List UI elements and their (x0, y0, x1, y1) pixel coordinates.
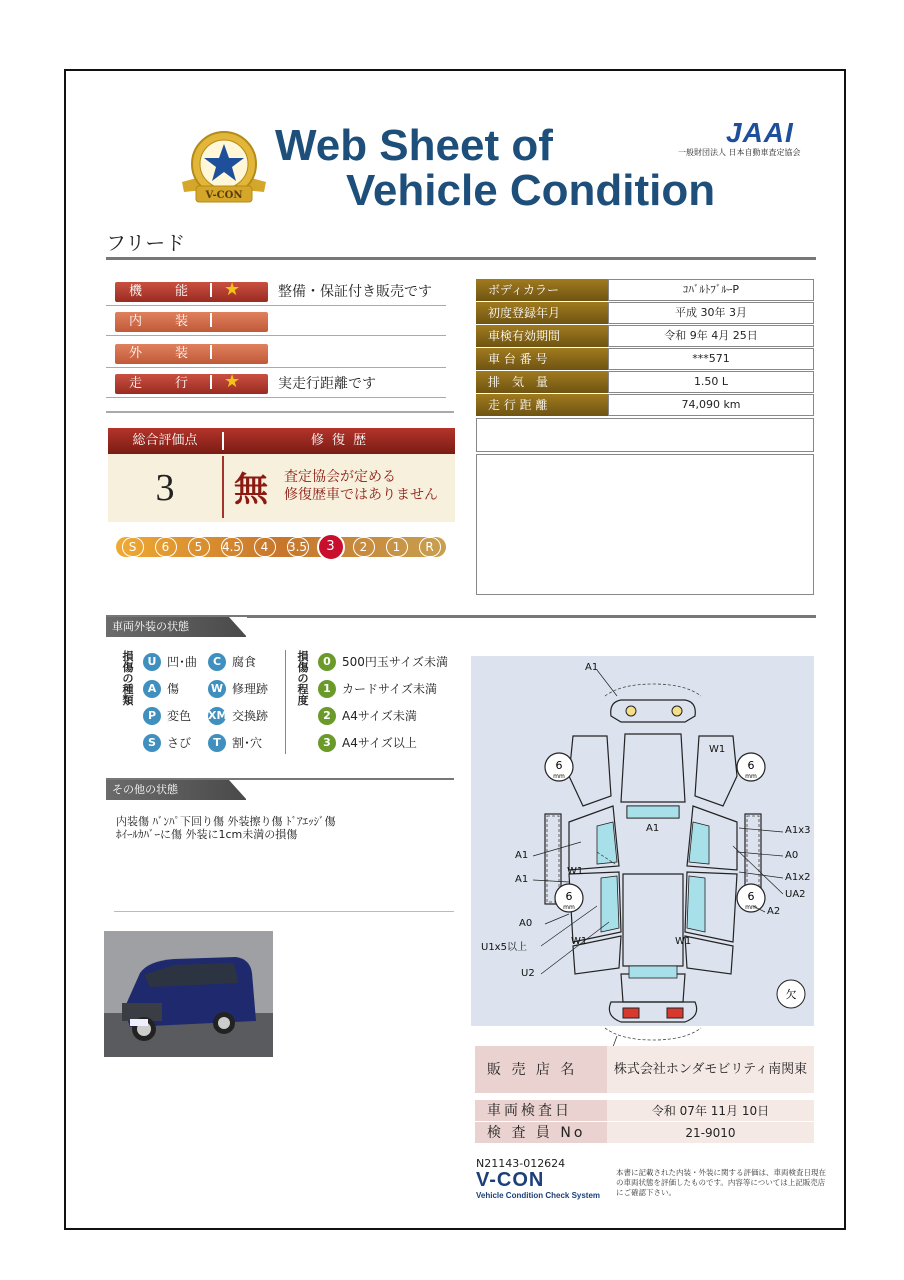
damage-label: A0 (785, 850, 799, 861)
tire-depth: 6 (747, 890, 755, 903)
score-divider (222, 456, 224, 518)
damage-label: A1 (646, 823, 660, 834)
function-bottom-line (106, 411, 454, 413)
legend-item: W 修理跡 (208, 680, 268, 698)
damage-label: A2 (767, 906, 781, 917)
grade-item: S (128, 540, 137, 554)
function-divider (210, 283, 212, 297)
spec-value: 令和 9年 4月 25日 (608, 325, 814, 347)
legend-item: S さび (143, 734, 191, 752)
tire-unit: mm (745, 904, 757, 911)
spec-value: ｺﾊﾞﾙﾄﾌﾞﾙｰP (608, 279, 814, 301)
function-divider (210, 313, 212, 327)
grade-current-marker: 3 (317, 533, 345, 561)
spec-value: 1.50 L (608, 371, 814, 393)
repair-description (284, 468, 438, 504)
damage-label: A1 (515, 850, 529, 861)
row-divider (106, 335, 446, 336)
repair-line-2: 修復歴車ではありません (284, 487, 438, 503)
damage-label: W1 (571, 936, 588, 947)
exterior-section-title: 車両外装の状態 (106, 617, 246, 637)
sheet-code: N21143-012624 (476, 1157, 566, 1170)
tire-depth: 6 (565, 890, 573, 903)
repair-status: 無 (234, 470, 268, 510)
legend-item: 3 A4サイズ以上 (318, 734, 417, 752)
damage-label: A0 (519, 918, 533, 929)
spec-row (476, 371, 814, 393)
grade-scale (116, 537, 446, 557)
function-text: 実走行距離です (278, 376, 376, 392)
title-notch (229, 780, 247, 800)
legend-item: 0 500円玉サイズ未満 (318, 653, 448, 671)
title-notch (229, 617, 247, 637)
inspection-date-label: 車両検査日 (475, 1100, 607, 1122)
score-body (108, 454, 455, 522)
grade-item: 4 (260, 540, 269, 554)
row-divider (106, 397, 446, 398)
legend-item: XM 交換跡 (208, 709, 269, 723)
missing-mark: 欠 (785, 988, 797, 1001)
repair-header-label: 修 復 歴 (310, 433, 369, 448)
legend-item: 2 A4サイズ未満 (318, 707, 417, 725)
damage-label: W1 (567, 866, 584, 877)
spec-row (476, 348, 814, 370)
score-header (108, 428, 455, 454)
vcon-logo: V-CON (476, 1169, 545, 1191)
grade-item: 4.5 (221, 540, 242, 554)
tire-unit: mm (563, 904, 575, 911)
legend-item: C 腐食 (208, 653, 256, 671)
spec-label: 走 行 距 離 (476, 394, 608, 416)
damage-label: A1x2 (785, 872, 811, 883)
spec-label: 車 台 番 号 (476, 348, 608, 370)
vehicle-condition-diagram (471, 656, 814, 1026)
score-header-label: 総合評価点 (132, 433, 198, 448)
damage-label: A1 (585, 662, 599, 673)
other-underline (114, 911, 454, 912)
function-divider (210, 345, 212, 359)
other-section-title: その他の状態 (106, 780, 246, 800)
damage-label: A1 (515, 874, 529, 885)
spec-row (476, 302, 814, 324)
jaai-logo: JAAI (726, 117, 794, 148)
overall-score: 3 (155, 467, 175, 509)
store-label: 販 売 店 名 (475, 1046, 607, 1094)
vehicle-model: フリード (106, 231, 186, 255)
spec-row (476, 394, 814, 416)
legend-item: A 傷 (143, 680, 179, 698)
damage-level-title: 損傷の程度 (297, 650, 309, 707)
damage-label: U1x5以上 (481, 942, 527, 953)
inspector-label: 検 査 員 No (475, 1122, 607, 1144)
function-label: 外 装 (115, 344, 268, 364)
grade-item: 1 (392, 540, 401, 554)
function-divider (210, 375, 212, 389)
grade-item: 3.5 (287, 540, 308, 554)
spec-label: 排 気 量 (476, 371, 608, 393)
function-label: 機 能 (115, 282, 268, 302)
tire-depth: 6 (555, 759, 563, 772)
inspector-number: 21-9010 (607, 1122, 814, 1144)
grade-item: 2 (359, 540, 368, 554)
grade-item: 5 (194, 540, 203, 554)
grade-item: R (425, 540, 434, 554)
notes-box (476, 418, 814, 452)
legend-item: P 変色 (143, 707, 191, 725)
tire-depth: 6 (747, 759, 755, 772)
spec-value: ***571 (608, 348, 814, 370)
seal-text: V-CON (205, 190, 243, 201)
notes-box-large (476, 454, 814, 595)
damage-label: UA2 (785, 889, 806, 900)
row-divider (106, 305, 446, 306)
title-line-2: Vehicle Condition (346, 166, 716, 215)
function-label: 内 装 (115, 312, 268, 332)
function-label: 走 行 (115, 374, 268, 394)
spec-label: 初度登録年月 (476, 302, 608, 324)
spec-label: ボディカラー (476, 279, 608, 301)
repair-line-1: 査定協会が定める (284, 469, 396, 485)
store-name: 株式会社ホンダモビリティ南関東 (607, 1046, 814, 1094)
damage-label: A1x3 (785, 825, 811, 836)
model-underline (106, 257, 816, 260)
damage-label: W1 (709, 744, 726, 755)
org-name: 一般財団法人 日本自動車査定協会 (678, 148, 801, 157)
car-photo-image (104, 931, 273, 1057)
other-line-1: 内装傷 ﾊﾞﾝﾊﾟ下回り傷 外装擦り傷 ﾄﾞｱｴｯｼﾞ傷 (116, 815, 336, 828)
damage-label: W1 (675, 936, 692, 947)
inspection-date: 令和 07年 11月 10日 (607, 1100, 814, 1122)
tire-unit: mm (553, 773, 565, 780)
legend-item: U 凹･曲 (143, 653, 197, 671)
spec-value: 74,090 km (608, 394, 814, 416)
legend-divider (285, 650, 286, 754)
damage-type-title: 損傷の種類 (122, 650, 134, 707)
star-icon: ★ (224, 371, 241, 392)
other-line-2: ﾎｲｰﾙｶﾊﾞｰに傷 外装に1cm未満の損傷 (116, 828, 298, 841)
other-condition-text (116, 815, 336, 841)
disclaimer: 本書に記載された内装・外装に関する評価は、車両検査日現在の車両状態を評価したものです。内容等については上記販売店にご確認下さい。 (616, 1168, 826, 1197)
spec-value: 平成 30年 3月 (608, 302, 814, 324)
damage-label: U2 (521, 968, 535, 979)
car-outline (471, 656, 814, 1026)
spec-label: 車検有効期間 (476, 325, 608, 347)
vcon-star-seal-icon (174, 126, 274, 208)
row-divider (106, 367, 446, 368)
function-text: 整備・保証付き販売です (278, 284, 432, 300)
sheet-frame (64, 69, 846, 1230)
legend-item: 1 カードサイズ未満 (318, 680, 437, 698)
legend-item: T 割･穴 (208, 734, 262, 752)
star-icon: ★ (224, 279, 241, 300)
vcon-tagline: Vehicle Condition Check System (476, 1191, 601, 1200)
vehicle-photo (104, 931, 273, 1057)
spec-row (476, 325, 814, 347)
tire-unit: mm (745, 773, 757, 780)
title-line-1: Web Sheet of (275, 121, 553, 170)
grade-item: 6 (161, 540, 170, 554)
spec-row (476, 279, 814, 301)
